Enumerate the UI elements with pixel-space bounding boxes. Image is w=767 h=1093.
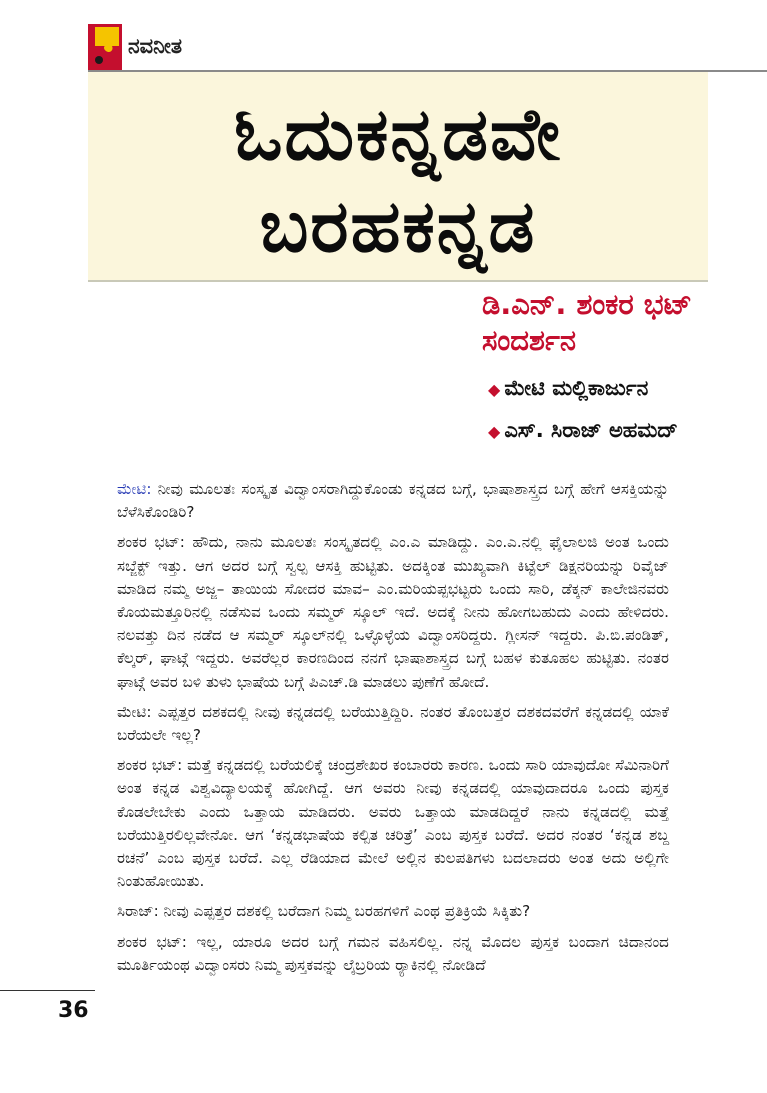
magazine-name: ನವನೀತ [128,34,183,58]
title-banner [88,72,708,282]
speaker-label: ಶಂಕರ ಭಟ್: [117,756,183,775]
speaker-label: ಮೇಟಿ: [117,702,152,721]
paragraph-text: ಮತ್ತೆ ಕನ್ನಡದಲ್ಲಿ ಬರೆಯಲಿಕ್ಕೆ ಚಂದ್ರಶೇಖರ ಕಂಬಾರರು ಕಾರಣ. ಒಂದು ಸಾರಿ ಯಾವುದೋ ಸೆಮಿನಾರಿಗೆ ಅಂತ ಕನ್ನಡ ವಿಶ್ವವಿದ್ಯಾಲಯಕ್ಕೆ ಹೋಗಿದ್ದೆ. ಆಗ ಅವರು ನೀವು ಕನ್ನಡದಲ್ಲಿ ಯಾವುದಾದರೂ ಒಂದು ಪುಸ್ತಕ ಕೊಡಲೇಬೇಕು ಎಂದು ಒತ್ತಾಯ ಮಾಡಿದರು. ಅವರು ಒತ್ತಾಯ ಮಾಡದಿದ್ದರೆ ನಾನು ಕನ್ನಡದಲ್ಲಿ ಮತ್ತೆ ಬರೆಯುತ್ತಿರಲಿಲ್ಲವೇನೋ. ಆಗ ‘ಕನ್ನಡಭಾಷೆಯ ಕಲ್ಪಿತ ಚರಿತ್ರೆ’ ಎಂಬ ಪುಸ್ತಕ ಬರೆದೆ. ಅದರ ನಂತರ ‘ಕನ್ನಡ ಶಬ್ದ ರಚನೆ’ ಎಂಬ ಪುಸ್ತಕ ಬರೆದೆ. ಎಲ್ಲ ರೆಡಿಯಾದ ಮೇಲೆ ಅಲ್ಲಿನ ಕುಲಪತಿಗಳು ಬದಲಾದರು ಅಂತ ಅದು ಅಲ್ಲಿಗೇ ನಿಂತುಹೋಯಿತು. [117,756,669,891]
author-name: ಎಸ್. ಸಿರಾಜ್ ಅಹಮದ್ [504,418,678,442]
interview-paragraph [117,900,669,923]
interview-label: ಸಂದರ್ಶನ [482,323,577,357]
speaker-label: ಶಂಕರ ಭಟ್: [117,932,187,951]
article-title-line-2: ಬರಹಕನ್ನಡ [259,184,537,268]
bullet-icon: ◆ [488,380,501,399]
bullet-icon: ◆ [488,422,501,441]
author-name: ಮೇಟಿ ಮಲ್ಲಿಕಾರ್ಜುನ [504,376,649,400]
paragraph-text: ಹೌದು, ನಾನು ಮೂಲತಃ ಸಂಸ್ಕೃತದಲ್ಲಿ ಎಂ.ಎ ಮಾಡಿದ್ದು. ಎಂ.ಎ.ನಲ್ಲಿ ಫೈಲಾಲಜಿ ಅಂತ ಒಂದು ಸಬ್ಜೆಕ್ಟ್ ಇತ್ತು. ಆಗ ಅದರ ಬಗ್ಗೆ ಸ್ವಲ್ಪ ಆಸಕ್ತಿ ಹುಟ್ಟಿತು. ಅದಕ್ಕಿಂತ ಮುಖ್ಯವಾಗಿ ಕಿಟ್ಟೆಲ್ ಡಿಕ್ಷನರಿಯನ್ನು ರಿವೈಜ್ ಮಾಡಿದ ನಮ್ಮ ಅಜ್ಜ– ತಾಯಿಯ ಸೋದರ ಮಾವ– ಎಂ.ಮರಿಯಪ್ಪಭಟ್ಟರು ಒಂದು ಸಾರಿ, ಡೆಕ್ಕನ್ ಕಾಲೇಜಿನವರು ಕೊಯಮತ್ತೂರಿನಲ್ಲಿ ನಡೆಸುವ ಒಂದು ಸಮ್ಮರ್ ಸ್ಕೂಲ್ ಇದೆ. ಅದಕ್ಕೆ ನೀನು ಹೋಗಬಹುದು ಎಂದು ಹೇಳಿದರು. ನಲವತ್ತು ದಿನ ನಡೆದ ಆ ಸಮ್ಮರ್ ಸ್ಕೂಲ್‌ನಲ್ಲಿ ಒಳ್ಳೊಳ್ಳೆಯ ವಿದ್ವಾಂಸರಿದ್ದರು. ಗ್ಲೀಸನ್ ಇದ್ದರು. ಪಿ.ಬಿ.ಪಂಡಿತ್, ಕೆಲ್ಕರ್, ಘಾಟ್ಗೆ ಇದ್ದರು. ಅವರೆಲ್ಲರ ಕಾರಣದಿಂದ ನನಗೆ ಭಾಷಾಶಾಸ್ತ್ರದ ಬಗ್ಗೆ ಬಹಳ ಕುತೂಹಲ ಹುಟ್ಟಿತು. ನಂತರ ಘಾಟ್ಗೆ ಅವರ ಬಳಿ ತುಳು ಭಾಷೆಯ ಬಗ್ಗೆ ಪಿಎಚ್.ಡಿ ಮಾಡಲು ಪುಣೆಗೆ ಹೋದೆ. [117,533,670,691]
author-byline [488,418,758,443]
article-title-line-1: ಓದುಕನ್ನಡವೇ [234,92,562,176]
interviewee-name: ಡಿ.ಎನ್. ಶಂಕರ ಭಟ್ [482,287,692,321]
author-byline [488,376,758,401]
paragraph-text: ಎಪ್ಪತ್ತರ ದಶಕದಲ್ಲಿ ನೀವು ಕನ್ನಡದಲ್ಲಿ ಬರೆಯುತ್ತಿದ್ದಿರಿ. ನಂತರ ತೊಂಬತ್ತರ ದಶಕದವರೆಗೆ ಕನ್ನಡದಲ್ಲಿ ಯಾಕೆ ಬರೆಯಲೇ ಇಲ್ಲ? [117,702,669,745]
speaker-label: ಸಿರಾಜ್: [117,902,159,921]
paragraph-text: ನೀವು ಮೂಲತಃ ಸಂಸ್ಕೃತ ವಿದ್ವಾಂಸರಾಗಿದ್ದುಕೊಂಡು ಕನ್ನಡದ ಬಗ್ಗೆ, ಭಾಷಾಶಾಸ್ತ್ರದ ಬಗ್ಗೆ ಹೇಗೆ ಆಸಕ್ತಿಯನ್ನು ಬೆಳೆಸಿಕೊಂಡಿರಿ? [117,480,669,522]
interview-paragraph [117,701,669,747]
interview-paragraph [117,531,669,693]
page-number: 36 [58,998,89,1023]
interview-body [117,478,669,984]
footer-divider [0,990,95,991]
interview-paragraph [117,754,669,893]
paragraph-text: ನೀವು ಎಪ್ಪತ್ತರ ದಶಕಲ್ಲಿ ಬರೆದಾಗ ನಿಮ್ಮ ಬರಹಗಳಿಗೆ ಎಂಥ ಪ್ರತಿಕ್ರಿಯೆ ಸಿಕ್ಕಿತು? [158,902,531,921]
paragraph-text: ಇಲ್ಲ, ಯಾರೂ ಅದರ ಬಗ್ಗೆ ಗಮನ ವಹಿಸಲಿಲ್ಲ. ನನ್ನ ಮೊದಲ ಪುಸ್ತಕ ಬಂದಾಗ ಚಿದಾನಂದ ಮೂರ್ತಿಯಂಥ ವಿದ್ವಾಂಸರು ನಿಮ್ಮ ಪುಸ್ತಕವನ್ನು ಲೈಬ್ರರಿಯ ರ್‍ಯಾಕಿನಲ್ಲಿ ನೋಡಿದೆ [117,932,669,974]
speaker-label: ಶಂಕರ ಭಟ್: [117,533,185,552]
speaker-label: ಮೇಟಿ: [117,480,152,498]
magazine-logo-icon [88,24,122,70]
interview-paragraph [117,478,669,524]
interview-paragraph [117,931,669,977]
